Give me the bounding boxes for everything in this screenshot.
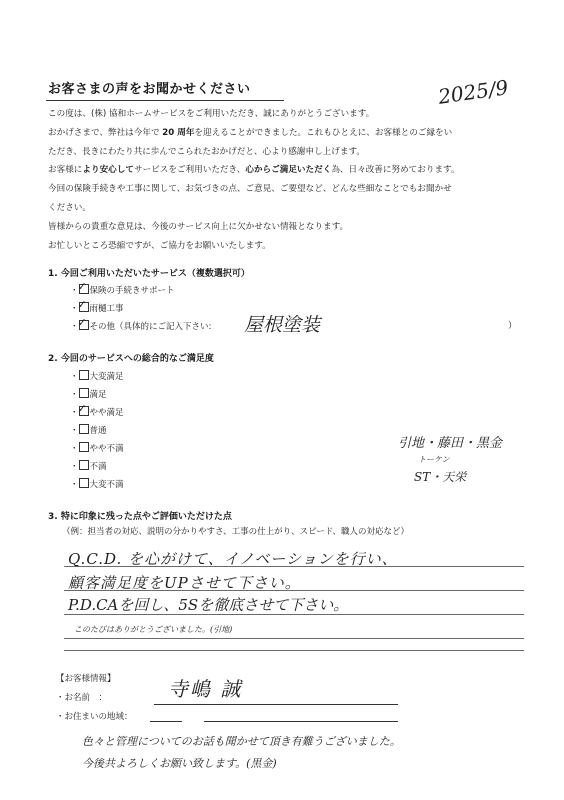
checkbox-checked[interactable] [79, 302, 89, 312]
q2-staff-note: 引地・藤田・黒金 [398, 436, 503, 451]
checkbox[interactable] [79, 388, 89, 398]
q3-answer-line: 顧客満足度をUPさせて下さい。 [68, 574, 301, 592]
q2-option[interactable]: ・ 普通 [70, 426, 107, 436]
q3-hint: （例：担当者の対応、説明の分かりやすさ、工事の仕上がり、スピード、職人の対応など） [62, 527, 410, 537]
checkbox[interactable] [79, 370, 89, 380]
area-field-line[interactable] [150, 721, 182, 722]
checkbox[interactable] [79, 460, 89, 470]
q3-title: 3. 特に印象に残った点やご評価いただけた点 [48, 512, 232, 522]
intro-line: お忙しいところ恐縮ですが、ご協力をお願いいたします。 [48, 240, 271, 251]
q2-option[interactable]: ・ やや不満 [70, 444, 124, 454]
intro-line: おかげさまで、弊社は今年で 20 周年を迎えることができました。これもひとえに、お客様とのご縁をい [48, 127, 453, 138]
q1-option-other[interactable]: ・✓ その他（具体的にご記入下さい: [70, 320, 211, 332]
page-title: お客さまの声をお聞かせください [48, 82, 251, 97]
checkbox-checked[interactable] [79, 284, 89, 294]
customer-section-label: 【お客様情報】 [56, 674, 116, 684]
checkbox-checked[interactable] [79, 406, 89, 416]
name-value[interactable]: 寺嶋 誠 [168, 677, 243, 701]
intro-line: この度は、(株) 協和ホームサービスをご利用いただき、誠にありがとうございます。 [48, 109, 375, 119]
name-field-line [154, 704, 398, 705]
q2-staff-note-company: ST・天栄 [414, 470, 467, 484]
intro-line: 今回の保険手続きや工事に関して、お気づきの点、ご意見、ご要望など、どんな些細なことでもお聞かせ [48, 184, 452, 195]
q3-answer-line: P.D.CAを回し、5Sを徹底させて下さい。 [68, 596, 349, 614]
q2-staff-note-sub: トーケン [418, 455, 450, 464]
checkbox[interactable] [79, 478, 89, 488]
intro-line: ただき、長きにわたり共に歩んでこられたおかげだと、心より感謝申し上げます。 [48, 146, 365, 157]
q1-option-insurance[interactable]: ・✓ 保険の手続きサポート [70, 284, 175, 296]
intro-line: ください。 [48, 202, 91, 213]
q2-title: 2. 今回のサービスへの総合的なご満足度 [48, 354, 214, 364]
answer-line [64, 650, 524, 651]
checkbox[interactable] [79, 442, 89, 452]
q1-other-answer: 屋根塗装 [244, 314, 321, 336]
area-field-line[interactable] [204, 721, 398, 722]
q2-option[interactable]: ・ 大変不満 [70, 480, 124, 490]
checkbox[interactable] [79, 424, 89, 434]
intro-line: 皆様からの貴重な意見は、今後のサービス向上に欠かせない情報となります。 [48, 221, 349, 232]
area-label: ・お住まいの地域： [56, 712, 133, 722]
intro-line: お客様により安心してサービスをご利用いただき、心からご満足いただく為、日々改善に努めております。 [48, 165, 460, 176]
q1-title: 1. 今回ご利用いただいたサービス（複数選択可） [48, 269, 250, 279]
q2-option[interactable]: ・ 大変満足 [70, 372, 124, 382]
handwritten-date: 2025/9 [436, 75, 510, 109]
intro-paragraph [48, 105, 528, 255]
footer-note-line: 今後共よろしくお願い致します。(黒金) [82, 757, 277, 770]
q1-option-gutter[interactable]: ・✓ 雨樋工事 [70, 302, 124, 314]
q2-option[interactable]: ・ 不満 [70, 462, 107, 472]
q2-option[interactable]: ・ 満足 [70, 390, 107, 400]
q1-close-paren: ） [508, 321, 518, 331]
footer-note-line: 色々と管理についてのお話も聞かせて頂き有難うございました。 [82, 735, 401, 748]
q2-option[interactable]: ・✓ やや満足 [70, 406, 124, 418]
checkbox-checked[interactable] [79, 320, 89, 330]
q3-answer-line: Q.C.D. を心がけて、イノベーションを行い、 [68, 550, 398, 568]
answer-line [64, 638, 524, 639]
name-label: ・お名前 ： [56, 693, 108, 703]
q3-thanks-note: このたびはありがとうございました。(引地) [74, 625, 233, 634]
title-underline [46, 100, 284, 101]
